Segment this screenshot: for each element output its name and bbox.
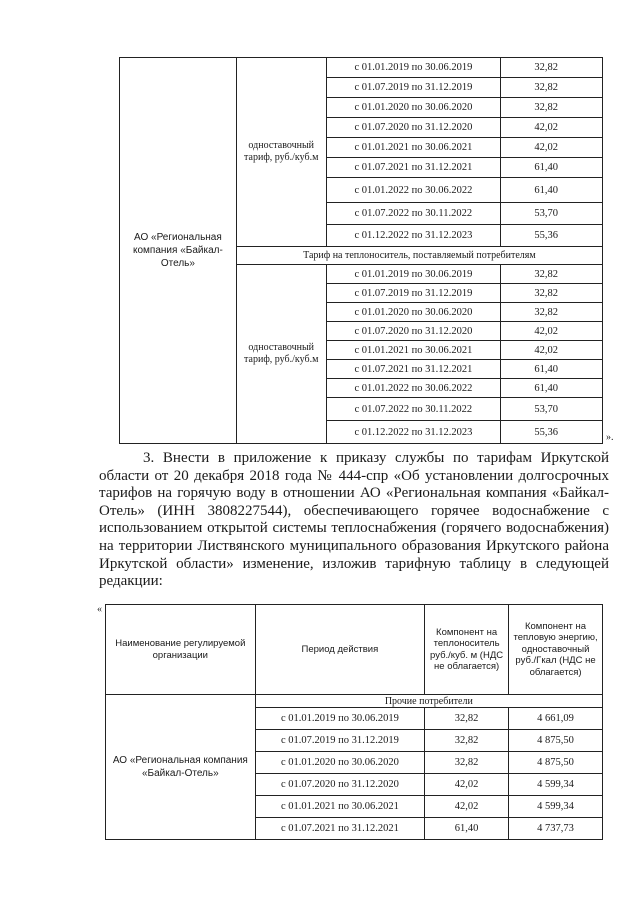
period-cell: с 01.07.2021 по 31.12.2021 (326, 360, 500, 379)
value-cell: 32,82 (501, 303, 603, 322)
period-cell: с 01.01.2021 по 30.06.2021 (326, 341, 500, 360)
value-cell: 42,02 (425, 774, 509, 796)
value-cell: 32,82 (501, 265, 603, 284)
value-cell: 32,82 (501, 78, 603, 98)
value-cell: 61,40 (501, 379, 603, 398)
value-cell: 4 875,50 (509, 752, 603, 774)
period-cell: с 01.07.2020 по 31.12.2020 (255, 774, 424, 796)
value-cell: 4 737,73 (509, 818, 603, 840)
value-cell: 32,82 (425, 730, 509, 752)
value-cell: 61,40 (501, 158, 603, 178)
period-cell: с 01.01.2021 по 30.06.2021 (255, 796, 424, 818)
period-cell: с 01.07.2020 по 31.12.2020 (326, 118, 500, 138)
value-cell: 4 875,50 (509, 730, 603, 752)
header-component-energy: Компонент на тепловую энергию, одноставочный руб./Гкал (НДС не облагается) (509, 605, 603, 695)
value-cell: 55,36 (501, 225, 603, 247)
tariff-table-1 (119, 57, 603, 444)
period-cell: с 01.07.2019 по 31.12.2019 (326, 78, 500, 98)
period-cell: с 01.12.2022 по 31.12.2023 (326, 421, 500, 444)
header-org: Наименование регулируемой организации (106, 605, 256, 695)
period-cell: с 01.07.2021 по 31.12.2021 (326, 158, 500, 178)
value-cell: 55,36 (501, 421, 603, 444)
section-header: Прочие потребители (255, 695, 602, 708)
period-cell: с 01.07.2019 по 31.12.2019 (255, 730, 424, 752)
value-cell: 32,82 (501, 58, 603, 78)
period-cell: с 01.07.2022 по 30.11.2022 (326, 203, 500, 225)
organization-cell: АО «Региональная компания «Байкал-Отель» (106, 695, 256, 840)
header-component-coolant: Компонент на теплоноситель руб./куб. м (НДС не облагается) (425, 605, 509, 695)
value-cell: 4 599,34 (509, 796, 603, 818)
value-cell: 32,82 (501, 98, 603, 118)
opening-quote: « (97, 604, 102, 615)
period-cell: с 01.01.2020 по 30.06.2020 (255, 752, 424, 774)
value-cell: 61,40 (501, 360, 603, 379)
value-cell: 53,70 (501, 398, 603, 421)
period-cell: с 01.01.2020 по 30.06.2020 (326, 98, 500, 118)
closing-quote: ». (606, 432, 614, 443)
section-header: Тариф на теплоноситель, поставляемый потребителям (236, 247, 602, 265)
period-cell: с 01.07.2022 по 30.11.2022 (326, 398, 500, 421)
period-cell: с 01.01.2021 по 30.06.2021 (326, 138, 500, 158)
period-cell: с 01.01.2022 по 30.06.2022 (326, 379, 500, 398)
period-cell: с 01.07.2021 по 31.12.2021 (255, 818, 424, 840)
period-cell: с 01.01.2019 по 30.06.2019 (326, 58, 500, 78)
value-cell: 4 599,34 (509, 774, 603, 796)
value-cell: 42,02 (425, 796, 509, 818)
value-cell: 42,02 (501, 138, 603, 158)
period-cell: с 01.01.2022 по 30.06.2022 (326, 178, 500, 203)
tariff-type-cell: одноставочный тариф, руб./куб.м (236, 58, 326, 247)
value-cell: 32,82 (425, 752, 509, 774)
header-period: Период действия (255, 605, 424, 695)
period-cell: с 01.07.2019 по 31.12.2019 (326, 284, 500, 303)
value-cell: 4 661,09 (509, 708, 603, 730)
amendment-paragraph: 3. Внести в приложение к приказу службы по тарифам Иркутской области от 20 декабря 2018 года № 444-спр «Об установлении долгосрочных тарифов на горячую воду в отношении АО «Региональная компания «Байкал-Отель» (ИНН 3808227544), обеспечивающего горячее водоснабжение с использованием открытой системы теплоснабжения (горячего водоснабжения) на территории Листвянского муниципального образования Иркутского района Иркутской области» изменение, изложив тарифную таблицу в следующей редакции: (99, 450, 609, 590)
value-cell: 61,40 (425, 818, 509, 840)
period-cell: с 01.12.2022 по 31.12.2023 (326, 225, 500, 247)
period-cell: с 01.01.2019 по 30.06.2019 (326, 265, 500, 284)
period-cell: с 01.01.2020 по 30.06.2020 (326, 303, 500, 322)
value-cell: 32,82 (425, 708, 509, 730)
tariff-table-2 (105, 604, 603, 840)
value-cell: 42,02 (501, 118, 603, 138)
tariff-type-cell: одноставочный тариф, руб./куб.м (236, 265, 326, 444)
value-cell: 42,02 (501, 322, 603, 341)
value-cell: 53,70 (501, 203, 603, 225)
organization-cell: АО «Региональная компания «Байкал-Отель» (120, 58, 237, 444)
period-cell: с 01.07.2020 по 31.12.2020 (326, 322, 500, 341)
value-cell: 61,40 (501, 178, 603, 203)
period-cell: с 01.01.2019 по 30.06.2019 (255, 708, 424, 730)
value-cell: 32,82 (501, 284, 603, 303)
value-cell: 42,02 (501, 341, 603, 360)
